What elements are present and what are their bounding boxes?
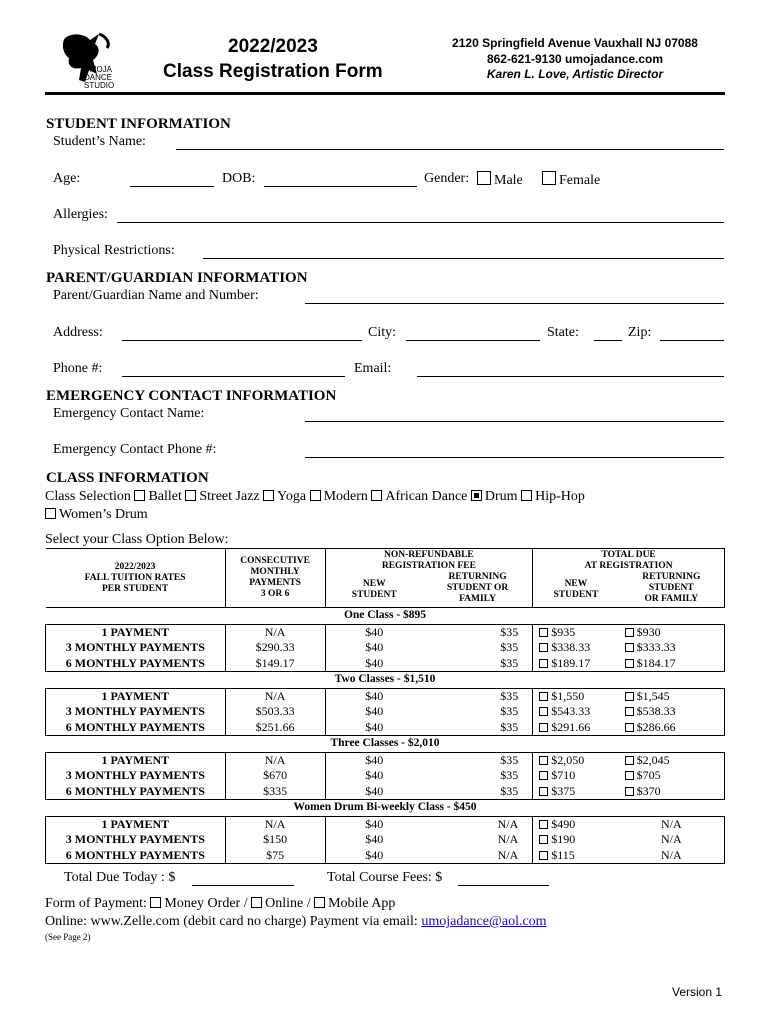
reg-returning-cell: N/A: [423, 848, 533, 864]
table-group-row: [46, 800, 725, 817]
reg-returning-cell: N/A: [423, 832, 533, 848]
fee-amount: $2,050: [551, 752, 585, 767]
zip-field[interactable]: [660, 340, 724, 341]
table-row: [46, 624, 725, 640]
fee-checkbox[interactable]: [625, 787, 634, 796]
fee-amount: $291.66: [551, 719, 591, 734]
total-returning-cell: [619, 704, 725, 720]
total-new-cell: [533, 784, 619, 800]
form-year: 2022/2023: [228, 36, 318, 57]
payment-online-line: [45, 914, 547, 930]
total-new-cell: [533, 656, 619, 672]
monthly-cell: N/A: [225, 752, 325, 768]
plan-cell: 3 MONTHLY PAYMENTS: [46, 832, 226, 848]
class-option-african-dance[interactable]: African Dance: [371, 489, 467, 504]
reg-returning-cell: $35: [423, 624, 533, 640]
payment-online-text: Online: www.Zelle.com (debit card no charge) Payment via email:: [45, 914, 418, 929]
table-row: [46, 656, 725, 672]
class-option-womens-drum[interactable]: Women’s Drum: [45, 507, 148, 522]
fee-amount: $375: [551, 783, 576, 798]
table-group-row: [46, 672, 725, 689]
total-course-fees-field[interactable]: [458, 885, 549, 886]
table-group-row: [46, 736, 725, 753]
plan-cell: 3 MONTHLY PAYMENTS: [46, 640, 226, 656]
select-option-label: Select your Class Option Below:: [45, 532, 229, 547]
total-returning-cell: [619, 768, 725, 784]
fee-amount: $190: [551, 832, 576, 846]
restrictions-label: Physical Restrictions:: [53, 243, 175, 258]
parent-name-label: Parent/Guardian Name and Number:: [53, 288, 259, 303]
female-checkbox[interactable]: [542, 171, 556, 185]
sub-returning-student-total: RETURNING STUDENT OR FAMILY: [619, 572, 725, 608]
studio-address: 2120 Springfield Avenue Vauxhall NJ 07088: [452, 36, 698, 50]
state-label: State:: [547, 325, 579, 340]
online-checkbox[interactable]: [251, 897, 262, 908]
reg-new-cell: $40: [365, 783, 384, 798]
african-dance-checkbox[interactable]: [371, 490, 382, 501]
class-option-yoga[interactable]: Yoga: [263, 489, 306, 504]
plan-cell: 6 MONTHLY PAYMENTS: [46, 848, 226, 864]
sub-returning-student: RETURNING STUDENT OR FAMILY: [423, 572, 533, 608]
header-rule: [45, 92, 725, 95]
total-new-cell: [533, 848, 619, 864]
plan-cell: 6 MONTHLY PAYMENTS: [46, 784, 226, 800]
reg-returning-cell: N/A: [423, 816, 533, 832]
table-row: [46, 688, 725, 704]
table-row: [46, 768, 725, 784]
fee-amount: $490: [551, 816, 576, 831]
emergency-heading: EMERGENCY CONTACT INFORMATION: [46, 388, 337, 404]
dob-label: DOB:: [222, 171, 256, 186]
fee-amount: $710: [551, 768, 576, 782]
monthly-cell: N/A: [225, 816, 325, 832]
modern-checkbox[interactable]: [310, 490, 321, 501]
parent-name-field[interactable]: [305, 303, 724, 304]
total-returning-cell: [619, 688, 725, 704]
payment-form-line: [45, 896, 395, 912]
plan-cell: 3 MONTHLY PAYMENTS: [46, 768, 226, 784]
fee-amount: $1,545: [636, 688, 670, 703]
total-new-cell: [533, 832, 619, 848]
monthly-cell: $670: [225, 768, 325, 784]
group-title: Three Classes - $2,010: [46, 736, 725, 753]
monthly-cell: $503.33: [225, 704, 325, 720]
zip-label: Zip:: [628, 325, 652, 340]
total-new-cell: [533, 640, 619, 656]
fee-checkbox[interactable]: [625, 692, 634, 701]
class-heading: CLASS INFORMATION: [46, 470, 209, 486]
total-course-fees-label: Total Course Fees: $: [327, 870, 443, 885]
reg-returning-cell: $35: [423, 784, 533, 800]
fee-checkbox[interactable]: [625, 628, 634, 637]
fee-checkbox[interactable]: [539, 820, 548, 829]
version-label: Version 1: [672, 985, 723, 999]
monthly-cell: $290.33: [225, 640, 325, 656]
street-jazz-checkbox[interactable]: [185, 490, 196, 501]
reg-returning-cell: $35: [423, 704, 533, 720]
emergency-name-label: Emergency Contact Name:: [53, 406, 205, 421]
mobile-app-label: Mobile App: [328, 896, 396, 911]
email-label: Email:: [354, 361, 392, 376]
fee-amount: $543.33: [551, 704, 591, 718]
sub-new-student: NEW STUDENT: [351, 578, 397, 600]
fee-amount: $370: [636, 783, 661, 798]
mobile-app-checkbox[interactable]: [314, 897, 325, 908]
monthly-cell: $150: [225, 832, 325, 848]
gender-female-option[interactable]: [542, 171, 600, 189]
col-rates-header: 2022/2023 FALL TUITION RATES PER STUDENT: [46, 549, 226, 608]
student-name-label: Student’s Name:: [53, 134, 146, 149]
fee-amount: $189.17: [551, 655, 591, 670]
fee-amount: $935: [551, 624, 576, 639]
fee-checkbox[interactable]: [539, 692, 548, 701]
reg-returning-cell: $35: [423, 688, 533, 704]
age-label: Age:: [53, 171, 81, 186]
reg-new-cell: $40: [365, 704, 384, 718]
total-new-cell: [533, 624, 619, 640]
total-due-today-label: Total Due Today : $: [64, 870, 176, 885]
fee-checkbox[interactable]: [625, 771, 634, 780]
monthly-cell: N/A: [225, 688, 325, 704]
reg-returning-cell: $35: [423, 768, 533, 784]
payment-email-link[interactable]: umojadance@aol.com: [421, 914, 547, 929]
total-returning-cell: N/A: [619, 848, 725, 864]
reg-new-cell: $40: [365, 688, 384, 703]
total-returning-cell: [619, 720, 725, 736]
male-label: Male: [494, 173, 523, 188]
group-title: Women Drum Bi-weekly Class - $450: [46, 800, 725, 817]
total-returning-cell: [619, 624, 725, 640]
fee-checkbox[interactable]: [625, 723, 634, 732]
address-label: Address:: [53, 325, 103, 340]
online-label: Online /: [265, 896, 311, 911]
fee-amount: $930: [636, 624, 661, 639]
table-row: [46, 848, 725, 864]
emergency-phone-field[interactable]: [305, 457, 724, 458]
fee-checkbox[interactable]: [539, 707, 548, 716]
fee-checkbox[interactable]: [539, 659, 548, 668]
fee-amount: $184.17: [636, 655, 676, 670]
fee-table: [45, 548, 725, 864]
fee-checkbox[interactable]: [539, 723, 548, 732]
fee-checkbox[interactable]: [539, 835, 548, 844]
plan-cell: 1 PAYMENT: [46, 624, 226, 640]
table-row: [46, 720, 725, 736]
allergies-field[interactable]: [117, 222, 724, 223]
reg-new-cell: $40: [365, 832, 384, 846]
total-new-cell: [533, 816, 619, 832]
reg-new-cell: $40: [325, 848, 423, 864]
total-returning-cell: [619, 784, 725, 800]
fee-checkbox[interactable]: [539, 787, 548, 796]
reg-new-cell: $40: [365, 752, 384, 767]
fee-table-body: [46, 608, 725, 864]
table-row: [46, 816, 725, 832]
table-row: [46, 784, 725, 800]
monthly-cell: N/A: [225, 624, 325, 640]
total-returning-cell: N/A: [619, 816, 725, 832]
class-option-ballet[interactable]: Ballet: [134, 489, 181, 504]
fee-checkbox[interactable]: [539, 851, 548, 860]
state-field[interactable]: [594, 340, 622, 341]
group-title: Two Classes - $1,510: [46, 672, 725, 689]
allergies-label: Allergies:: [53, 207, 108, 222]
total-due-today-field[interactable]: [192, 885, 294, 886]
fee-checkbox[interactable]: [625, 756, 634, 765]
fee-amount: $1,550: [551, 688, 585, 703]
table-row: [46, 752, 725, 768]
total-new-cell: [533, 720, 619, 736]
phone-field[interactable]: [122, 376, 345, 377]
ballet-checkbox[interactable]: [134, 490, 145, 501]
table-group-row: [46, 608, 725, 625]
group-title: One Class - $895: [46, 608, 725, 625]
fee-checkbox[interactable]: [539, 771, 548, 780]
class-option-street-jazz[interactable]: Street Jazz: [185, 489, 259, 504]
student-heading: STUDENT INFORMATION: [46, 116, 231, 132]
monthly-cell: $335: [225, 784, 325, 800]
plan-cell: 6 MONTHLY PAYMENTS: [46, 720, 226, 736]
phone-label: Phone #:: [53, 361, 103, 376]
fee-checkbox[interactable]: [625, 707, 634, 716]
reg-new-cell: $40: [365, 640, 384, 654]
gender-label: Gender:: [424, 171, 470, 186]
reg-returning-cell: $35: [423, 720, 533, 736]
total-new-cell: [533, 688, 619, 704]
gender-male-option[interactable]: [477, 171, 523, 189]
reg-returning-cell: $35: [423, 640, 533, 656]
plan-cell: 3 MONTHLY PAYMENTS: [46, 704, 226, 720]
address-field[interactable]: [122, 340, 362, 341]
studio-director: Karen L. Love, Artistic Director: [486, 67, 664, 81]
fee-checkbox[interactable]: [539, 643, 548, 652]
monthly-cell: $251.66: [225, 720, 325, 736]
plan-cell: 1 PAYMENT: [46, 816, 226, 832]
monthly-cell: $75: [225, 848, 325, 864]
email-field[interactable]: [417, 376, 724, 377]
plan-cell: 6 MONTHLY PAYMENTS: [46, 656, 226, 672]
col-nonrefundable-header: NON-REFUNDABLE REGISTRATION FEE: [325, 549, 533, 573]
city-label: City:: [368, 325, 397, 340]
reg-new-cell: $40: [365, 624, 384, 639]
money-order-checkbox[interactable]: [150, 897, 161, 908]
class-option-hip-hop[interactable]: Hip-Hop: [521, 489, 585, 504]
reg-new-cell: $40: [365, 719, 384, 734]
fee-amount: $338.33: [551, 640, 591, 654]
class-selection-label: Class Selection: [45, 489, 131, 504]
reg-new-cell: $40: [365, 816, 384, 831]
table-row: [46, 832, 725, 848]
studio-contact: 862-621-9130 umojadance.com: [486, 52, 664, 66]
fee-checkbox[interactable]: [539, 628, 548, 637]
female-label: Female: [559, 173, 601, 188]
total-new-cell: [533, 752, 619, 768]
fee-checkbox[interactable]: [539, 756, 548, 765]
fee-amount: $2,045: [636, 752, 670, 767]
class-option-drum[interactable]: Drum: [471, 489, 518, 504]
table-row: [46, 640, 725, 656]
fee-checkbox[interactable]: [625, 643, 634, 652]
total-returning-cell: N/A: [619, 832, 725, 848]
sub-new-student-total: NEW STUDENT: [553, 578, 599, 600]
student-name-field[interactable]: [176, 149, 724, 150]
fee-amount: $286.66: [636, 719, 676, 734]
money-order-label: Money Order /: [164, 896, 248, 911]
plan-cell: 1 PAYMENT: [46, 688, 226, 704]
reg-returning-cell: $35: [423, 656, 533, 672]
total-new-cell: [533, 704, 619, 720]
fee-amount: $115: [551, 847, 575, 862]
womens-drum-checkbox[interactable]: [45, 508, 56, 519]
fee-amount: $333.33: [636, 640, 676, 654]
age-field[interactable]: [130, 186, 214, 187]
table-row: [46, 704, 725, 720]
total-returning-cell: [619, 752, 725, 768]
total-new-cell: [533, 768, 619, 784]
dob-field[interactable]: [264, 186, 417, 187]
form-title: Class Registration Form: [163, 61, 383, 82]
payment-form-label: Form of Payment:: [45, 896, 147, 911]
emergency-phone-label: Emergency Contact Phone #:: [53, 442, 217, 457]
fee-checkbox[interactable]: [625, 659, 634, 668]
plan-cell: 1 PAYMENT: [46, 752, 226, 768]
col-totaldue-header: TOTAL DUE AT REGISTRATION: [533, 549, 725, 573]
fee-amount: $538.33: [636, 704, 676, 718]
reg-returning-cell: $35: [423, 752, 533, 768]
emergency-name-field[interactable]: [305, 421, 724, 422]
total-returning-cell: [619, 640, 725, 656]
drum-checkbox[interactable]: [471, 490, 482, 501]
city-field[interactable]: [406, 340, 540, 341]
logo-text: UMOJA DANCE STUDIO: [84, 65, 115, 90]
class-selection: [45, 488, 725, 524]
monthly-cell: $149.17: [225, 656, 325, 672]
hip-hop-checkbox[interactable]: [521, 490, 532, 501]
total-returning-cell: [619, 656, 725, 672]
yoga-checkbox[interactable]: [263, 490, 274, 501]
parent-heading: PARENT/GUARDIAN INFORMATION: [46, 270, 308, 286]
fee-amount: $705: [636, 768, 661, 782]
reg-new-cell: $40: [365, 768, 384, 782]
reg-new-cell: $40: [365, 655, 384, 670]
male-checkbox[interactable]: [477, 171, 491, 185]
col-consecutive-header: CONSECUTIVE MONTHLY PAYMENTS 3 OR 6: [225, 549, 325, 608]
see-page-note: (See Page 2): [45, 932, 91, 942]
class-option-modern[interactable]: Modern: [310, 489, 368, 504]
restrictions-field[interactable]: [203, 258, 724, 259]
